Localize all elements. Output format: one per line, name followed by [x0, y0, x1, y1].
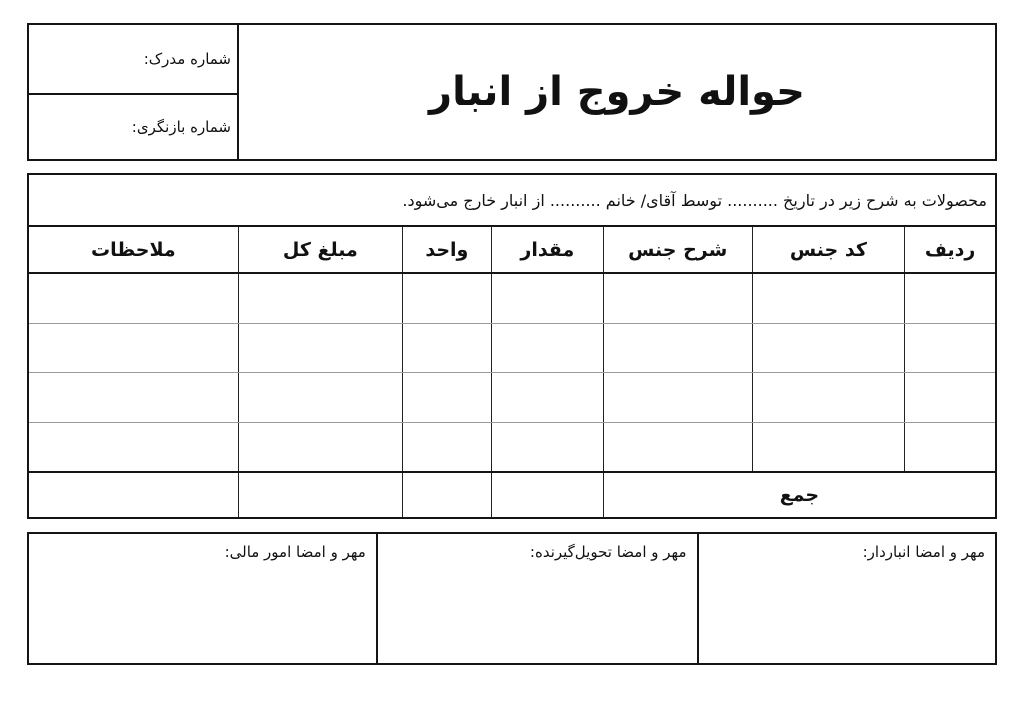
- doc-number-label: شماره مدرک:: [143, 50, 231, 68]
- cell-item-code: [752, 373, 905, 422]
- doc-number-cell: [29, 25, 237, 95]
- revision-number-label: شماره بازنگری:: [131, 118, 231, 136]
- signature-cell-finance: [29, 534, 376, 663]
- cell-item-code: [752, 423, 905, 472]
- col-header-unit: واحد: [402, 227, 491, 272]
- cell-unit: [402, 324, 491, 373]
- items-table: [27, 173, 997, 519]
- empty-item-row: [29, 323, 995, 373]
- cell-quantity: [491, 373, 603, 422]
- col-header-item-code: کد جنس: [752, 227, 905, 272]
- cell-row-number: [904, 324, 995, 373]
- cell-remarks: [29, 324, 238, 373]
- intro-row: [29, 175, 995, 227]
- header-box: [27, 23, 997, 161]
- table-body: [29, 274, 995, 471]
- col-header-item-description: شرح جنس: [603, 227, 752, 272]
- cell-remarks: [29, 423, 238, 472]
- sum-unit-cell: [402, 473, 491, 517]
- cell-total-amount: [238, 324, 402, 373]
- cell-row-number: [904, 274, 995, 323]
- empty-item-row: [29, 274, 995, 323]
- cell-row-number: [904, 373, 995, 422]
- document-numbers-box: [29, 25, 239, 159]
- empty-item-row: [29, 422, 995, 472]
- col-header-total-amount: مبلغ کل: [238, 227, 402, 272]
- signature-cell-warehouse-keeper: [697, 534, 995, 663]
- finance-label: مهر و امضا امور مالی:: [224, 543, 366, 561]
- cell-row-number: [904, 423, 995, 472]
- cell-quantity: [491, 423, 603, 472]
- receiver-label: مهر و امضا تحویل‌گیرنده:: [529, 543, 687, 561]
- cell-total-amount: [238, 373, 402, 422]
- signature-box: [27, 532, 997, 665]
- sum-row: [29, 471, 995, 517]
- cell-remarks: [29, 274, 238, 323]
- cell-unit: [402, 373, 491, 422]
- revision-number-cell: [29, 95, 237, 159]
- cell-quantity: [491, 324, 603, 373]
- cell-item-description: [603, 423, 752, 472]
- table-header-row: [29, 227, 995, 274]
- col-header-remarks: ملاحظات: [91, 238, 176, 261]
- cell-remarks: [29, 373, 238, 422]
- cell-quantity: [491, 274, 603, 323]
- cell-unit: [402, 274, 491, 323]
- cell-item-description: [603, 373, 752, 422]
- empty-item-row: [29, 372, 995, 422]
- sum-quantity-cell: [491, 473, 603, 517]
- cell-item-code: [752, 324, 905, 373]
- warehouse-keeper-label: مهر و امضا انباردار:: [862, 543, 985, 561]
- cell-item-description: [603, 274, 752, 323]
- sum-total-amount-cell: [238, 473, 402, 517]
- cell-item-description: [603, 324, 752, 373]
- cell-total-amount: [238, 423, 402, 472]
- cell-unit: [402, 423, 491, 472]
- cell-item-code: [752, 274, 905, 323]
- signature-cell-receiver: [376, 534, 697, 663]
- cell-total-amount: [238, 274, 402, 323]
- sum-remarks-cell: [29, 473, 238, 517]
- col-header-quantity: مقدار: [491, 227, 603, 272]
- intro-text: محصولات به شرح زیر در تاریخ .......... توسط آقای/ خانم .......... از انبار خارج می‌شود.: [402, 190, 987, 210]
- col-header-row-number: ردیف: [904, 227, 995, 272]
- form-title: حواله خروج از انبار: [429, 69, 805, 115]
- sum-label: جمع: [603, 473, 995, 517]
- title-area: [239, 25, 995, 159]
